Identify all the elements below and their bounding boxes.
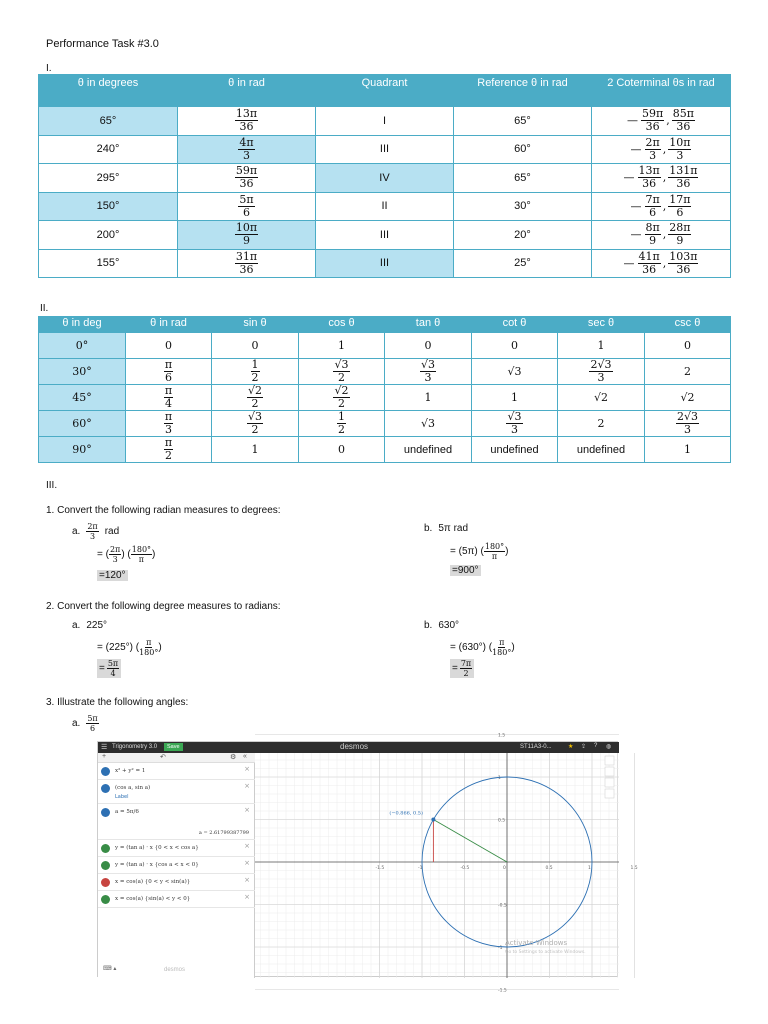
expression-row[interactable] [98, 804, 255, 840]
expression-color-icon[interactable] [101, 895, 110, 904]
page-title: Performance Task #3.0 [46, 38, 159, 50]
table-row [39, 249, 731, 278]
table-row [39, 333, 731, 359]
table-cell: IV [316, 164, 454, 193]
table-cell: 1 [212, 437, 299, 463]
table-cell: 30° [39, 359, 126, 385]
table-cell: — $\frac{13\pi}{36}$ , $\frac{131\pi}{36}$ [592, 164, 731, 193]
trig-table-header-cell: sin θ [212, 317, 299, 333]
trig-table-header [39, 317, 731, 333]
y-tick-label: -1 [498, 946, 503, 951]
table-cell: $\frac{2√3}{3}$ [645, 411, 731, 437]
q1a [72, 522, 119, 541]
table-cell: $\frac{31\pi}{36}$ [178, 249, 316, 278]
trig-table [38, 316, 731, 463]
globe-icon[interactable]: ◍ [606, 744, 612, 750]
table-cell: 0 [212, 333, 299, 359]
slider-value[interactable]: a = 2.61799387799 [198, 830, 249, 836]
table-cell: $\frac{\pi}{6}$ [126, 359, 212, 385]
q1a-value: $\frac{2\pi}{3}$ [87, 522, 98, 541]
table-cell: — $\frac{8\pi}{9}$ , $\frac{28\pi}{9}$ [592, 221, 731, 250]
table-row [39, 411, 731, 437]
table-cell: $\frac{\pi}{3}$ [126, 411, 212, 437]
expression-row[interactable] [98, 840, 255, 857]
table-row [39, 385, 731, 411]
table-row [39, 135, 731, 164]
q1a-step: = ( $\frac{2\pi}{3}$ ) ( $\frac{180^\circ}{\pi}$ ) [97, 545, 156, 564]
expression-toolbar [98, 753, 255, 763]
keyboard-icon[interactable]: ⌨ ▴ [103, 966, 117, 972]
table-cell: 150° [39, 192, 178, 221]
desmos-footer-logo: desmos [164, 967, 186, 973]
expression-text[interactable]: y = (tan a) · x {cos a < x < 0} [115, 862, 199, 868]
table-cell: 0 [472, 333, 558, 359]
table-cell: III [316, 221, 454, 250]
table-cell: 0 [645, 333, 731, 359]
table-cell: $\frac{\pi}{2}$ [126, 437, 212, 463]
table-cell: 30° [454, 192, 592, 221]
table-cell: $\frac{2√3}{3}$ [558, 359, 645, 385]
expression-row[interactable] [98, 874, 255, 891]
table-row [39, 437, 731, 463]
expression-text[interactable]: y = (tan a) · x {0 < x < cos a} [115, 845, 199, 851]
settings-icon[interactable]: ⚙ [230, 754, 237, 761]
expression-row[interactable] [98, 780, 255, 804]
table-cell: $\frac{√2}{2}$ [212, 385, 299, 411]
desmos-top-bar [98, 742, 619, 753]
x-tick-label: -1.5 [375, 866, 385, 871]
q2a-answer: = $\frac{5\pi}{4}$ [97, 659, 121, 678]
table-cell: 155° [39, 249, 178, 278]
y-tick-label: -1.5 [498, 988, 507, 994]
table-cell: $\frac{√3}{3}$ [385, 359, 472, 385]
question-2: 2. Convert the following degree measures to radians: [46, 601, 281, 612]
q1b-answer: =900° [452, 565, 479, 576]
table-cell: $\frac{√2}{2}$ [299, 385, 385, 411]
trig-table-header-cell: tan θ [385, 317, 472, 333]
desmos-logo: desmos [340, 742, 369, 751]
table-cell: $\frac{√3}{2}$ [212, 411, 299, 437]
table-cell: $\frac{5\pi}{6}$ [178, 192, 316, 221]
zoom-in-icon[interactable] [605, 767, 614, 776]
expression-row[interactable] [98, 857, 255, 874]
table-cell: 1 [299, 333, 385, 359]
table-cell: 1 [472, 385, 558, 411]
table-cell: — $\frac{59\pi}{36}$ , $\frac{85\pi}{36}$ [592, 107, 731, 136]
x-tick-label: -1 [418, 866, 423, 871]
expression-row[interactable] [98, 891, 255, 908]
table-cell: — $\frac{41\pi}{36}$ , $\frac{103\pi}{36}$ [592, 249, 731, 278]
desmos-screenshot [97, 733, 638, 994]
table-cell: 1 [645, 437, 731, 463]
table-cell: 2 [645, 359, 731, 385]
y-tick-label: 1 [498, 776, 501, 781]
table-row [39, 192, 731, 221]
table-cell: $\frac{\pi}{4}$ [126, 385, 212, 411]
table-cell: $\frac{√3}{2}$ [299, 359, 385, 385]
table-cell: $\frac{√3}{3}$ [472, 411, 558, 437]
table-cell: 65° [39, 107, 178, 136]
watermark-subtitle: Go to Settings to activate Windows. [505, 950, 586, 955]
section-label-1: I. [46, 63, 52, 74]
collapse-icon[interactable]: « [243, 753, 247, 760]
q2a: a. 225° [72, 620, 108, 631]
save-button[interactable]: Save [164, 743, 183, 751]
x-tick-label: 1 [588, 866, 591, 871]
table-cell: √2 [558, 385, 645, 411]
angle-table-header-cell: θ in rad [178, 75, 316, 107]
table-cell: $\frac{10\pi}{9}$ [178, 221, 316, 250]
angle-table [38, 74, 731, 278]
expression-text[interactable]: (cos a, sin a) [115, 785, 151, 791]
expression-list [98, 753, 255, 978]
table-row [39, 221, 731, 250]
angle-table-header-cell: 2 Coterminal θs in rad [592, 75, 731, 107]
q2b-answer: = $\frac{7\pi}{2}$ [450, 659, 474, 678]
delete-expression-icon[interactable]: × [244, 782, 250, 790]
table-cell: undefined [558, 437, 645, 463]
table-cell: $\frac{1}{2}$ [212, 359, 299, 385]
table-cell: 25° [454, 249, 592, 278]
expression-color-icon[interactable] [101, 844, 110, 853]
question-1: 1. Convert the following radian measures to degrees: [46, 505, 281, 516]
table-cell: 60° [454, 135, 592, 164]
help-icon[interactable]: ? [594, 743, 598, 749]
table-row [39, 164, 731, 193]
table-cell: 20° [454, 221, 592, 250]
expression-color-icon[interactable] [101, 784, 110, 793]
table-cell: √2 [645, 385, 731, 411]
y-tick-label: 0.5 [498, 818, 506, 824]
hamburger-icon[interactable]: ☰ [101, 744, 108, 751]
section-label-3: III. [46, 480, 58, 491]
q1a-answer: =120° [99, 570, 126, 581]
table-cell: $\frac{59\pi}{36}$ [178, 164, 316, 193]
table-cell: 45° [39, 385, 126, 411]
table-cell: √3 [385, 411, 472, 437]
question-3: 3. Illustrate the following angles: [46, 697, 189, 708]
delete-expression-icon[interactable]: × [244, 806, 250, 814]
point-label: (−0.866, 0.5) [389, 810, 423, 817]
q2b-step: = (630°) ( $\frac{\pi}{180^\circ}$ ) [450, 638, 515, 657]
table-cell: 0 [299, 437, 385, 463]
angle-table-header-cell: θ in degrees [39, 75, 178, 107]
q2a-step: = (225°) ( $\frac{\pi}{180^\circ}$ ) [97, 638, 162, 657]
table-cell: — $\frac{7\pi}{6}$ , $\frac{17\pi}{6}$ [592, 192, 731, 221]
expression-text[interactable]: x = cos(a) {0 < y < sin(a)} [115, 879, 191, 885]
table-cell: $\frac{4\pi}{3}$ [178, 135, 316, 164]
table-cell: I [316, 107, 454, 136]
table-cell: 0 [385, 333, 472, 359]
trig-table-header-cell: sec θ [558, 317, 645, 333]
x-tick-label: 1.5 [630, 866, 638, 871]
q1b: b. 5π rad [424, 523, 469, 534]
home-icon[interactable] [605, 789, 614, 798]
delete-expression-icon[interactable]: × [244, 876, 250, 884]
delete-expression-icon[interactable]: × [244, 842, 250, 850]
x-tick-label: 0.5 [545, 866, 553, 871]
table-cell: 2 [558, 411, 645, 437]
q2b: b. 630° [424, 620, 460, 631]
y-tick-label: 1.5 [498, 733, 506, 739]
x-tick-label: -0.5 [460, 866, 470, 871]
expression-text[interactable]: x = cos(a) {sin(a) < y < 0} [115, 896, 191, 902]
wrench-icon[interactable] [605, 756, 614, 765]
expression-row[interactable] [98, 763, 255, 780]
x-tick-label: 0 [503, 866, 506, 871]
angle-point[interactable] [431, 818, 435, 822]
table-cell: 295° [39, 164, 178, 193]
trig-table-header-cell: θ in rad [126, 317, 212, 333]
table-cell: 200° [39, 221, 178, 250]
trig-table-header-cell: cot θ [472, 317, 558, 333]
table-cell: 240° [39, 135, 178, 164]
table-cell: undefined [472, 437, 558, 463]
expression-color-icon[interactable] [101, 861, 110, 870]
expression-color-icon[interactable] [101, 767, 110, 776]
q1b-step: = (5π) ( $\frac{180^\circ}{\pi}$ ) [450, 542, 509, 561]
desmos-user[interactable]: ST11A3-0... [520, 744, 552, 750]
table-cell: II [316, 192, 454, 221]
expression-color-icon[interactable] [101, 878, 110, 887]
q1a-unit: rad [104, 526, 120, 537]
table-row [39, 359, 731, 385]
watermark-title: Activate Windows [505, 939, 568, 947]
star-icon[interactable]: ★ [568, 744, 574, 750]
expression-text[interactable]: x² + y² = 1 [115, 768, 146, 774]
table-cell: √3 [472, 359, 558, 385]
table-cell: $\frac{13\pi}{36}$ [178, 107, 316, 136]
table-cell: — $\frac{2\pi}{3}$ , $\frac{10\pi}{3}$ [592, 135, 731, 164]
add-expression-icon[interactable]: + [102, 753, 107, 760]
delete-expression-icon[interactable]: × [244, 765, 250, 773]
table-cell: III [316, 135, 454, 164]
expression-text[interactable]: a = 5π/6 [115, 809, 139, 815]
table-cell: $\frac{1}{2}$ [299, 411, 385, 437]
table-cell: 90° [39, 437, 126, 463]
table-row [39, 107, 731, 136]
undo-icon[interactable]: ↶ [160, 754, 166, 761]
section-label-2: II. [40, 303, 49, 314]
q3a: a. $\frac{5\pi}{6}$ [72, 714, 98, 733]
label-checkbox[interactable]: Label [115, 794, 129, 800]
expression-color-icon[interactable] [101, 808, 110, 817]
delete-expression-icon[interactable]: × [244, 859, 250, 867]
trig-table-header-cell: csc θ [645, 317, 731, 333]
desmos-file-title[interactable]: Trigonometry 3.0 [112, 744, 158, 750]
table-cell: 0° [39, 333, 126, 359]
angle-table-header-cell: Reference θ in rad [454, 75, 592, 107]
angle-table-header [39, 75, 731, 107]
y-tick-label: -0.5 [498, 903, 507, 909]
zoom-out-icon[interactable] [605, 778, 614, 787]
table-cell: 65° [454, 107, 592, 136]
table-cell: undefined [385, 437, 472, 463]
share-icon[interactable]: ⇪ [581, 744, 587, 750]
angle-table-header-cell: Quadrant [316, 75, 454, 107]
table-cell: 0 [126, 333, 212, 359]
table-cell: 60° [39, 411, 126, 437]
delete-expression-icon[interactable]: × [244, 893, 250, 901]
table-cell: 1 [385, 385, 472, 411]
q1a-label: a. [72, 526, 81, 537]
trig-table-header-cell: cos θ [299, 317, 385, 333]
table-cell: 65° [454, 164, 592, 193]
trig-table-header-cell: θ in deg [39, 317, 126, 333]
table-cell: III [316, 249, 454, 278]
terminal-side-line [433, 820, 507, 863]
table-cell: 1 [558, 333, 645, 359]
